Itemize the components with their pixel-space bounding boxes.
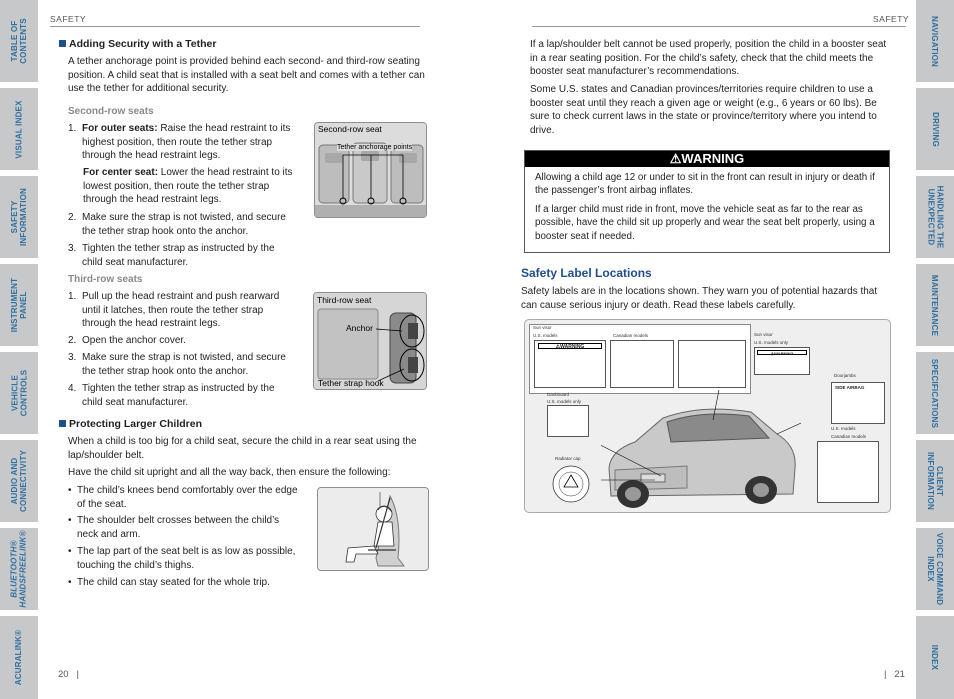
us-models-caption: U.S. models (533, 333, 558, 338)
bullet-stay-seated: • The child can stay seated for the whole trip. (68, 577, 270, 588)
left-page-number: 20 | (58, 669, 79, 680)
dashboard-caption: Dashboard (547, 392, 570, 397)
tab-instrument-panel[interactable]: INSTRUMENT PANEL (0, 264, 38, 346)
safety-label-locations-figure (524, 319, 891, 513)
tab-client-information[interactable]: CLIENT INFORMATION (916, 440, 954, 522)
child-seated-figure (317, 487, 429, 571)
warning-small-icon: ⚠ (555, 344, 561, 350)
us-warning-banner: ⚠WARNING (538, 343, 602, 349)
bullet-knees: • The child’s knees bend comfortably over the edge of the seat. (68, 485, 298, 510)
third-row-step-1: 1. Pull up the head restraint and push rearward until it latches, then route the tether strap through the head restraint legs. (68, 291, 280, 330)
right-head-rule (532, 26, 906, 27)
second-row-subheading: Second-row seats (68, 106, 154, 117)
sun-visor-r-label (754, 347, 810, 375)
sun-visor-caption: Sun visor (533, 325, 552, 330)
vehicle-illustration (601, 390, 801, 512)
bullet-lap-belt: • The lap part of the seat belt is as low as possible, touching the child’s thighs. (68, 546, 296, 571)
canadian-label-b (678, 340, 746, 388)
tab-vehicle-controls[interactable]: VEHICLE CONTROLS (0, 352, 38, 434)
third-row-subheading: Third-row seats (68, 274, 143, 285)
left-running-head: SAFETY (50, 14, 87, 24)
radiator-cap-label (551, 464, 591, 504)
radiator-cap-caption: Radiator cap (555, 456, 581, 461)
tab-safety-information[interactable]: SAFETY INFORMATION (0, 176, 38, 258)
child-seated-illustration (318, 488, 429, 571)
tether-strap-hook-callout: Tether strap hook (318, 378, 384, 388)
tab-audio-connectivity[interactable]: AUDIO AND CONNECTIVITY (0, 440, 38, 522)
third-row-seat-figure (313, 292, 427, 390)
doorjamb-us-caption: U.S. models (831, 426, 856, 431)
doorjamb-us-label (831, 382, 885, 424)
tab-acuralink[interactable]: ACURALINK® (0, 616, 38, 699)
tab-table-of-contents[interactable]: TABLE OF CONTENTS (0, 0, 38, 82)
tab-handling-unexpected[interactable]: HANDLING THE UNEXPECTED (916, 176, 954, 258)
tab-driving[interactable]: DRIVING (916, 88, 954, 170)
warning-text-1: Allowing a child age 12 or under to sit in the front can result in injury or death if the passenger’s front airbag inflates. (535, 172, 875, 197)
second-row-seat-figure (314, 122, 427, 218)
tab-bluetooth-handsfreelink[interactable]: BLUETOOTH® HANDSFREELINK® (0, 528, 38, 610)
right-page-number: | 21 (884, 669, 905, 680)
doorjamb-canadian-label (817, 441, 879, 503)
left-head-rule (50, 26, 420, 27)
canadian-models-caption: Canadian models (613, 333, 649, 338)
anchor-callout: Anchor (346, 323, 373, 333)
booster-para-1: If a lap/shoulder belt cannot be used properly, position the child in a booster seat in a rear seating position. For the child’s safety, check that the child meets the booster seat manufacturer’s recommendations. (530, 39, 887, 78)
left-tab-column (0, 0, 38, 699)
right-tab-column (916, 0, 954, 699)
bullet-shoulder-belt: • The shoulder belt crosses between the child’s neck and arm. (68, 515, 280, 540)
safety-label-intro: Safety labels are in the locations shown. They warn you of potential hazards that can cause serious injury or death. Read these labels carefully. (521, 286, 878, 311)
doorjambs-caption: Doorjambs (834, 373, 856, 378)
us-warning-label (534, 340, 606, 388)
section-heading-tether: Adding Security with a Tether (59, 38, 216, 52)
second-row-fig-title: Second-row seat (318, 124, 382, 134)
second-row-seat-illustration (315, 123, 427, 218)
warning-small-icon: ⚠ (770, 351, 775, 356)
larger-children-intro: When a child is too big for a child seat, secure the child in a rear seat using the lap/shoulder belt. (68, 436, 417, 461)
tab-specifications[interactable]: SPECIFICATIONS (916, 352, 954, 434)
tab-index[interactable]: INDEX (916, 616, 954, 699)
warning-text-2: If a larger child must ride in front, move the vehicle seat as far to the rear as possible, have the child sit up properly and wear the seat belt properly, using a booster seat if needed. (535, 203, 875, 242)
section-marker (59, 420, 66, 427)
third-row-step-2: 2. Open the anchor cover. (68, 335, 186, 346)
booster-para-2: Some U.S. states and Canadian provinces/territories require children to use a booster seat until they reach a given age or weight (e.g., 6 years or 60 lbs). Be sure to check current laws in the state or province/territory where you intend to drive. (530, 84, 877, 136)
dashboard-label (547, 405, 589, 437)
warning-box (524, 150, 890, 253)
tab-navigation[interactable]: NAVIGATION (916, 0, 954, 82)
doorjamb-canadian-caption: Canadian models (831, 434, 867, 439)
second-row-step-1: 1. For outer seats: Raise the head restraint to its highest position, then route the tether strap through the head restraint legs. (68, 123, 291, 162)
third-row-fig-title: Third-row seat (317, 295, 372, 305)
right-running-head: SAFETY (873, 14, 910, 24)
third-row-step-3: 3. Make sure the strap is not twisted, and secure the tether strap hook onto the anchor. (68, 352, 286, 377)
tab-visual-index[interactable]: VISUAL INDEX (0, 88, 38, 170)
side-airbag-banner: SIDE AIRBAG (835, 385, 865, 390)
tab-maintenance[interactable]: MAINTENANCE (916, 264, 954, 346)
second-row-step-1b: For center seat: Lower the head restraint to its lowest position, then route the tether strap through the head restraint legs. (83, 167, 293, 206)
larger-children-lead: Have the child sit upright and all the way back, then ensure the following: (68, 467, 391, 478)
canadian-label-a (610, 340, 674, 388)
section-marker (59, 40, 66, 47)
tether-anchorage-callout: Tether anchorage points (337, 144, 413, 151)
second-row-step-2: 2. Make sure the strap is not twisted, and secure the tether strap hook onto the anchor. (68, 212, 286, 237)
sun-visor-r-caption: Sun visor (754, 332, 773, 337)
third-row-step-4: 4. Tighten the tether strap as instructed by the child seat manufacturer. (68, 383, 275, 408)
third-row-seat-illustration (314, 293, 427, 390)
sun-visor-r-banner: ⚠WARNING (757, 350, 807, 355)
second-row-step-3: 3. Tighten the tether strap as instructed by the child seat manufacturer. (68, 243, 275, 268)
warning-header: ⚠WARNING (525, 151, 889, 167)
warning-body (525, 167, 889, 243)
section-heading-larger-children: Protecting Larger Children (59, 418, 202, 432)
sun-visor-r-us-caption: U.S. models only (754, 340, 789, 345)
warning-triangle-icon: ⚠ (669, 151, 682, 166)
safety-label-heading: Safety Label Locations (521, 266, 652, 280)
tab-voice-command-index[interactable]: VOICE COMMAND INDEX (916, 528, 954, 610)
dashboard-us-caption: U.S. models only (547, 399, 582, 404)
tether-intro: A tether anchorage point is provided behind each second- and third-row seating position. A child seat that is installed with a seat belt and comes with a tether can use the tether for additional security. (68, 56, 425, 95)
